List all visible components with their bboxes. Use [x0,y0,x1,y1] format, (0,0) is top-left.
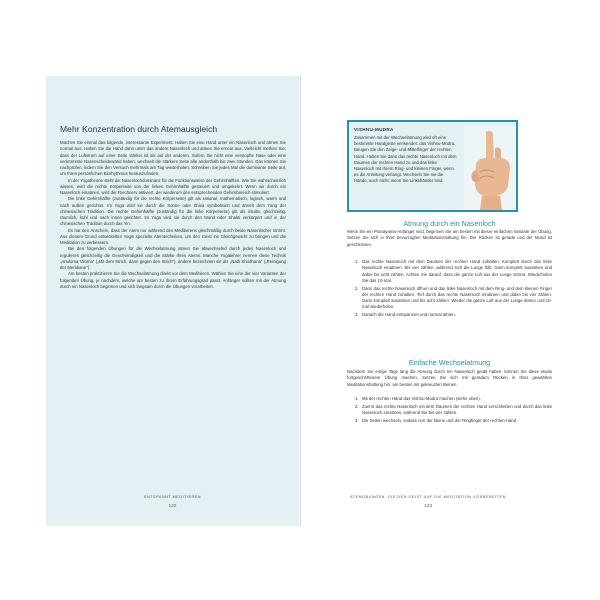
vishnu-mudra-box [347,120,518,212]
step-number: 2. [355,403,359,409]
section1-intro: Wenn Sie ein Pranayama-Anfänger sind, beginnen Sie am besten mit dieser einfachen Variante der Übung. Setzen Sie sich in Ihrer bevorzugten Meditationshaltung hin. Der Rücken ist gerade und der Mund ist geschlossen. [347,229,552,247]
step-text: Dann das rechte Nasenloch öffnen und das linke Nasenloch mit dem Ring- und dem kleinen Finger der rechten Hand zuhalten. Tief durch das rechte Nasenloch einatmen und dabei bis vier zählen. Dann komplett ausatmen und bis acht zählen. Wieder die ganze Luft aus der Lunge atmen und 10-mal wiederholen. [362,285,552,310]
left-paragraph: Bei den folgenden Übungen für die Wechselatmung atmen Sie abwechselnd durch jedes Nasenloch und regulieren gleichzeitig die Geschwindigkeit und die Stärke Ihres Atems. Manche Yogalehrer nennen diese Technik „Anuloma Viloma“ („Mit dem Strich, dann gegen den Strich“), andere bezeichnen sie als „Nadi Shodhana“ („Reinigung der Meridiane“). [60,246,286,270]
section2-steps [355,396,552,426]
right-page-number: 123 [423,504,432,509]
hand-mudra-photo-icon [464,126,516,210]
left-running-footer: ENTSPANNT MEDITIEREN [143,495,202,499]
list-item [355,259,552,284]
left-paragraph: Am besten praktizieren Sie die Wechselatmung direkt vor dem Meditieren. Wählen Sie eine der vier Varianten der folgenden Übung, je nachdem, welche am besten zu Ihrem Erfahrungsgrad passt. Anfänger sollten mit der Atmung durch ein Nasenloch beginnen und sich langsam durch die Übungen vorarbeiten. [60,271,286,289]
box-title: VISHNU-MUDRA [354,127,394,132]
step-text: Die Seiten wechseln, sodass nun der kleine und der Ringfinger der rechten Hand [362,417,517,423]
step-text: Mit der rechten Hand das Vishnu-Mudra machen (siehe oben). [362,396,481,401]
section-heading-single-nostril: Atmung durch ein Nasenloch [403,219,496,228]
left-paragraph: Machen Sie einmal das folgende, interessante Experiment: Halten Sie eine Hand unter ein Nasenloch und atmen Sie normal aus. Halten Sie die Hand dann unter das andere Nasenloch und atmen Sie erneut aus. Vielleicht merken Sie, dass der Luftstrom auf einer Seite stärker ist als auf der anderen. Sofern Sie nicht eine verstopfte Nase oder eine verkrümmte Nasenscheidewand haben, wechselt die stärkere Seite alle anderthalb bis zwei Stunden. Das können Sie nachprüfen, indem Sie den Versuch mehrmals am Tag wiederholen. Schreiben Sie jedes Mal die dominante Seite auf, um Ihren persönlichen Biorhythmus herauszufinden. [60,140,286,177]
left-page-number: 122 [168,504,177,509]
left-paragraph: In der Yogatheorie steht die Nasenlochdominanz für die Funktionsweise der Gehirnhälften. Wie Sie wahrscheinlich wissen, wird die rechte Körperseite von der linken Gehirnhälfte gesteuert und umgekehrt. Wenn wir durch ein Nasenloch einatmen, wird der Riechnerv aktiviert, der wiederum den entsprechenden Gehirnbereich stimuliert. [60,177,286,195]
list-item [355,418,552,424]
list-item [355,404,552,417]
right-page [300,76,554,526]
list-item [355,286,552,311]
left-page-title: Mehr Konzentration durch Atemausgleich [60,124,218,134]
left-paragraph: Die linke Gehirnhälfte (zuständig für die rechte Körperseite) gilt als rational, mathematisch, logisch, warm und nach außen gerichtet. Im Yoga wird sie durch die Sonne oder Shiva symbolisiert und ähnelt dem Yang der chinesischen Tradition. Die rechte Gehirnhälfte (zuständig für die linke Körperseite) gilt als intuitiv, gleichzeitig, räumlich, kühl und nach innen gerichtet. Im Yoga wird sie durch den Mond oder Shakti verkörpert und in der chinesischen Tradition durch das Yin. [60,196,286,227]
step-number: 2. [355,285,359,291]
step-number: 3. [355,312,359,317]
box-text: Zusammen mit der Wechselatmung wird oft eine bestimmte Handgeste verwendet: das Vishnu-Mudra. Beugen Sie den Zeige- und Mittelfinger der rechten Hand. Halten Sie dann das rechte Nasenloch mit dem Daumen der rechten Hand zu und das linke Nasenloch mit Ihrem Ring- und kleinen Finger, wenn es die Anleitung verlangt. Wechseln Sie nie die Hände, auch nicht, wenn Sie Linkshänder sind. [354,135,457,184]
left-page-body [60,140,286,290]
left-paragraph: Es hat den Anschein, dass der Atem nur während des Meditierens gleichmäßig durch beide Nasenlöcher strömt. Aus diesem Grund entwickelten Yogis spezielle Atemtechniken, um den Geist ins Gleichgewicht zu bringen und die Meditation zu verbessern. [60,227,286,245]
section-heading-alternate-breathing: Einfache Wechselatmung [408,358,491,367]
list-item [355,396,552,402]
book-spread [0,76,600,526]
step-text: Danach die Hand entspannen und normal atmen. [362,312,456,317]
list-item [355,312,552,318]
step-number: 1. [355,396,359,401]
step-number: 1. [355,259,359,264]
left-page [46,76,299,526]
section1-steps [355,259,552,320]
step-text: Das rechte Nasenloch mit dem Daumen der rechten Hand zuhalten. Komplett durch das linke Nasenloch einatmen. Bis vier zählen, während sich die Lunge füllt. Dann komplett ausatmen und dabei bis acht zählen. Achten Sie darauf, dass die ganze Luft aus der Lunge strömt. Wiederholen Sie das 10-mal. [362,259,552,283]
step-text: Zuerst das rechte Nasenloch mit dem Daumen der rechten Hand verschließen und durch das linke Nasenloch einatmen, während Sie bis vier zählen. [362,403,552,415]
step-number: 3. [355,417,359,423]
right-running-footer: ATEMÜBUNGEN, DIE DEN GEIST AUF DIE MEDITATION VORBEREITEN [350,495,506,499]
section2-intro: Nachdem Sie einige Tage lang die Atmung durch ein Nasenloch geübt haben, können Sie diese etwas fortgeschrittenere Übung machen. Setzen Sie sich mit geradem Rücken in Ihrer gewählten Meditationshaltung hin, am besten mit gekreuzten Beinen. [347,369,552,387]
